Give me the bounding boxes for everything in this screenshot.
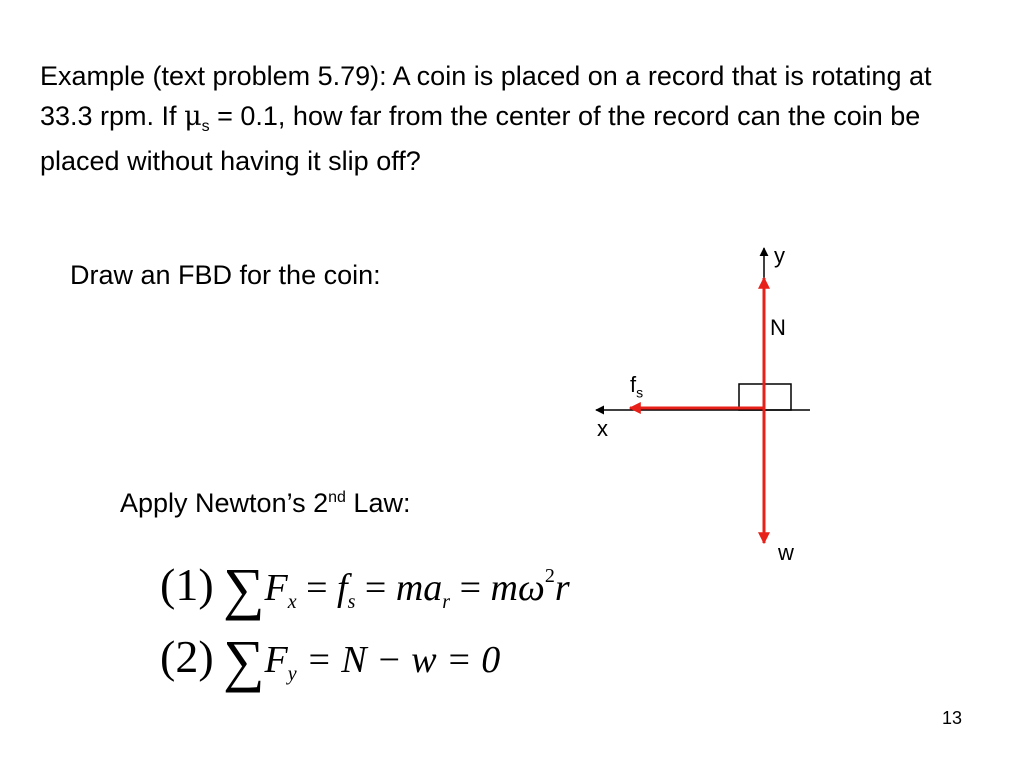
newton-heading [120,488,410,519]
mu-subscript: s [201,118,210,135]
mu-symbol: μ [184,101,202,132]
problem-text-1: Example (text problem 5.79): A coin is placed on a record that is rotating at 33.3 rpm. If [40,61,932,131]
eq1-eq-b: = [355,567,396,609]
eq2-F-sub: y [287,663,297,685]
eq1-F: F [264,567,288,609]
eq1-F-sub: x [287,591,297,613]
newton-text-after: Law: [345,488,411,518]
eq2-F: F [264,639,288,681]
x-axis-label: x [597,416,608,441]
eq2-sigma: ∑ [223,628,265,693]
eq2-rest: = N − w = 0 [296,639,501,681]
eq1-ma-sub: r [442,591,451,613]
eq1-r: r [554,567,570,609]
equation-1 [160,555,570,622]
eq1-number: (1) [160,559,214,610]
eq1-sigma: ∑ [223,556,265,621]
eq1-eq-a: = [296,567,338,609]
eq1-m-omega: mω [490,567,545,609]
weight-label: w [778,540,794,565]
fbd-prompt: Draw an FBD for the coin: [70,260,381,290]
eq1-eq-c: = [450,567,491,609]
eq1-ma: ma [395,567,443,609]
friction-force-label [630,372,643,400]
eq1-power: 2 [544,565,555,587]
eq1-f-sub: s [347,591,356,613]
newton-superscript: nd [328,489,346,506]
friction-subscript: s [636,384,644,401]
newton-text-before: Apply Newton’s 2 [120,488,329,518]
problem-text-2: = 0.1, how far from the center of the record can the coin be placed without having it slip off? [40,101,921,176]
eq2-number: (2) [160,631,214,682]
friction-letter: f [630,372,637,397]
eq1-f: f [337,567,348,609]
normal-force-label: N [770,315,786,340]
equation-2 [160,627,500,694]
page-number: 13 [941,708,962,728]
y-axis-label: y [774,243,785,268]
